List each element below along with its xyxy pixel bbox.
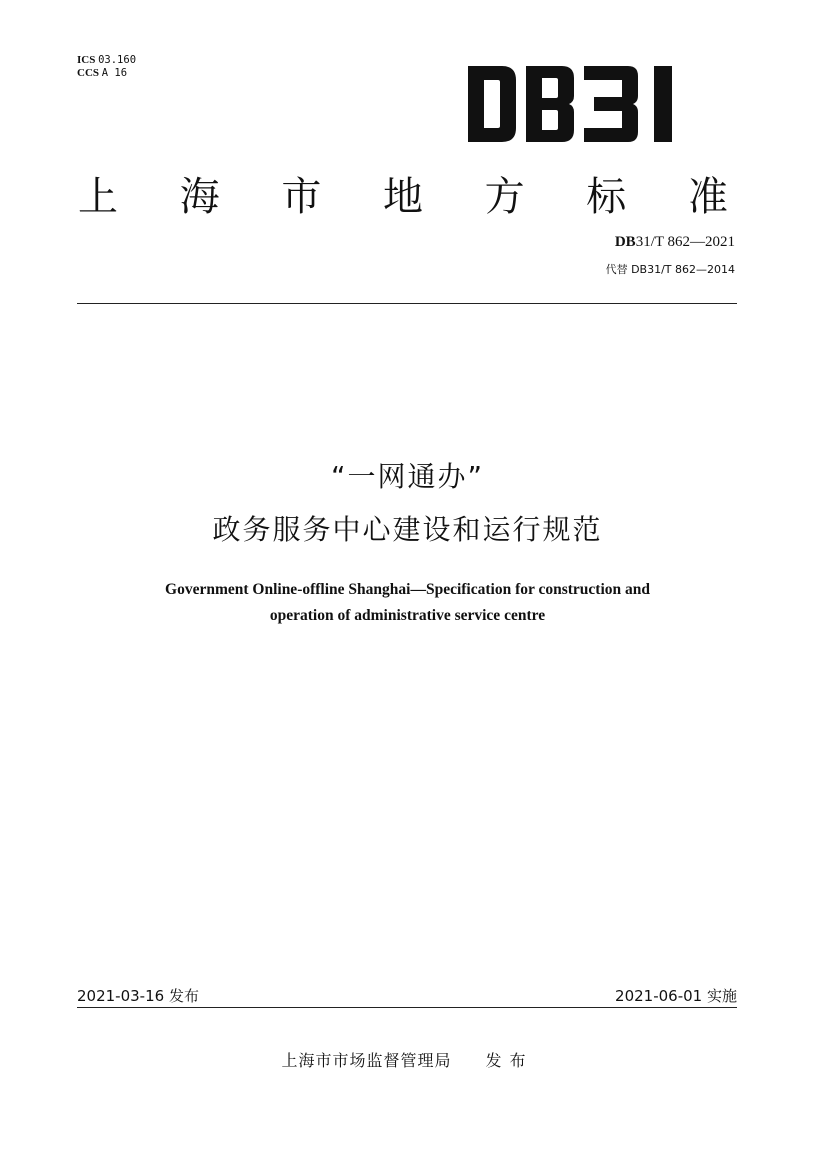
standard-type-char: 标 bbox=[586, 173, 627, 220]
implement-date: 2021-06-01 实施 bbox=[615, 987, 737, 1005]
publish-date: 2021-03-16 发布 bbox=[77, 987, 199, 1005]
issuer-action: 发布 bbox=[485, 1051, 534, 1070]
classification-codes bbox=[77, 54, 136, 80]
standard-type-char: 方 bbox=[484, 173, 525, 220]
top-divider bbox=[77, 303, 737, 304]
ccs-code: CCS A 16 bbox=[77, 67, 128, 79]
standard-number: DB31/T 862—2021 bbox=[614, 234, 735, 250]
issuer-name: 上海市市场监督管理局 bbox=[281, 1051, 452, 1070]
cn-title-line-2: 政务服务中心建设和运行规范 bbox=[212, 513, 603, 546]
standard-type-char: 上 bbox=[78, 173, 118, 220]
en-title-line-2: operation of administrative service centre bbox=[269, 607, 546, 624]
standard-type-char: 准 bbox=[687, 173, 728, 220]
standard-type-title bbox=[78, 168, 728, 218]
bottom-divider bbox=[77, 1007, 737, 1008]
en-title-line-1: Government Online-offline Shanghai—Specification for construction and bbox=[165, 581, 650, 598]
cn-title-line-1: “一网通办” bbox=[330, 460, 484, 493]
standard-type-char: 海 bbox=[179, 173, 220, 220]
replaces-standard: 代替 DB31/T 862—2014 bbox=[605, 263, 735, 276]
issuer-line bbox=[0, 1048, 815, 1071]
db31-logo bbox=[468, 66, 693, 142]
standard-type-char: 市 bbox=[281, 173, 322, 220]
standard-type-char: 地 bbox=[382, 173, 423, 220]
ics-code: ICS 03.160 bbox=[77, 54, 137, 66]
